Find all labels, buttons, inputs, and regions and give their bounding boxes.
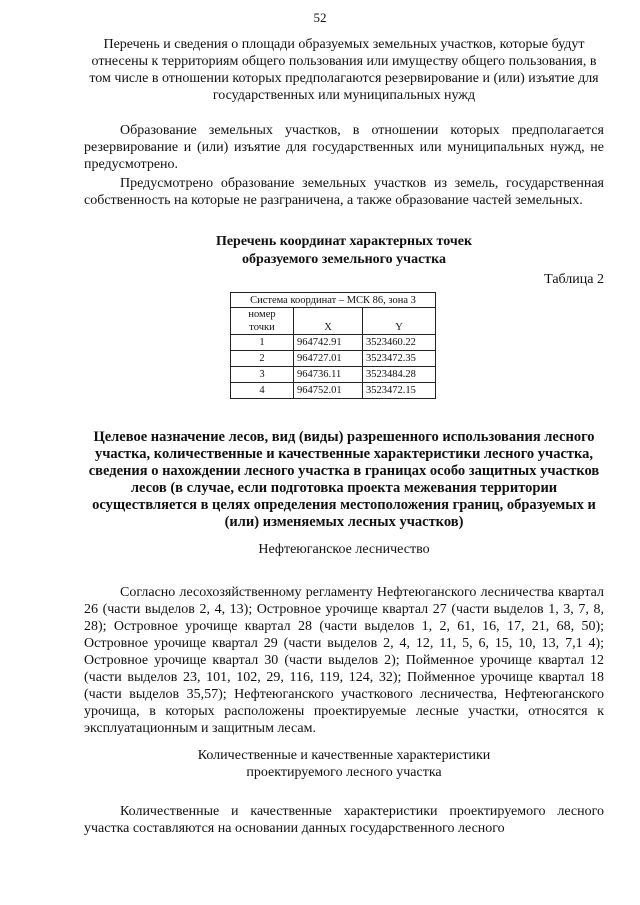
point-y: 3523484.28 xyxy=(363,367,436,383)
point-y: 3523472.15 xyxy=(363,383,436,399)
header-x: X xyxy=(294,308,363,335)
point-number: 2 xyxy=(231,351,294,367)
page-number: 52 xyxy=(313,10,327,25)
coordinate-system: Система координат – МСК 86, зона 3 xyxy=(231,293,436,308)
table-caption: Таблица 2 xyxy=(544,272,604,287)
header-y: Y xyxy=(363,308,436,335)
table-row xyxy=(231,351,436,367)
point-x: 964742.91 xyxy=(294,335,363,351)
header-point-number-line1: номер xyxy=(248,309,276,320)
characteristics-heading-line1: Количественные и качественные характеристики xyxy=(197,748,491,763)
header-point-number xyxy=(231,308,294,335)
forestry-name: Нефтеюганское лесничество xyxy=(258,542,430,557)
paragraph-formation: Предусмотрено образование земельных участков из земель, государственная собственность на которые не разграничена, а также образование частей земельных. xyxy=(84,176,604,208)
point-number: 3 xyxy=(231,367,294,383)
characteristics-heading xyxy=(84,747,604,781)
forest-regulation-paragraph: Согласно лесохозяйственному регламенту Нефтеюганского лесничества квартал 26 (части выделов 2, 4, 13); Островное урочище квартал 27 (части выделов 1, 3, 7, 8, 28); Островное урочище квартал 28 (части выделов 1, 2, 61, 16, 17, 21, 68, 50); Островное урочище квартал 29 (части выделов 2, 4, 12, 11, 5, 6, 15, 10, 13, 7,1 4); Островное урочище квартал 30 (части выделов 2); Пойменное урочище квартал 12 (части выделов 23, 101, 102, 29, 116, 119, 124, 32); Пойменное урочище квартал 18 (части выделов 35,57); Нефтеюганского участкового лесничества, Нефтеюганского урочища, в которых расположены проектируемые лесные участки, относятся к эксплуатационным и защитным лесам. xyxy=(84,585,604,736)
table-row xyxy=(231,383,436,399)
point-x: 964752.01 xyxy=(294,383,363,399)
point-x: 964736.11 xyxy=(294,367,363,383)
coordinates-table xyxy=(230,292,436,399)
table-row xyxy=(231,335,436,351)
point-y: 3523460.22 xyxy=(363,335,436,351)
document-body xyxy=(84,36,604,837)
header-point-number-line2: точки xyxy=(249,322,275,333)
table-row xyxy=(231,367,436,383)
point-x: 964727.01 xyxy=(294,351,363,367)
point-number: 1 xyxy=(231,335,294,351)
coordinates-title xyxy=(84,233,604,269)
point-number: 4 xyxy=(231,383,294,399)
forest-purpose-heading: Целевое назначение лесов, вид (виды) разрешенного использования лесного участка, количественные и качественные характеристики лесного участка, сведения о нахождении лесного участка в границах особо защитных участков лесов (в случае, если подготовка проекта межевания территории осуществляется в целях определения местоположения границ, образуемых и (или) изменяемых лесных участков) xyxy=(88,429,600,530)
section-heading: Перечень и сведения о площади образуемых земельных участков, которые будут отнесены к территориям общего пользования или имуществу общего пользования, в том числе в отношении которых предполагаются резервирование и (или) изъятие для государственных или муниципальных нужд xyxy=(89,37,599,103)
point-y: 3523472.35 xyxy=(363,351,436,367)
paragraph-reservation: Образование земельных участков, в отношении которых предполагается резервирование и (или) изъятие для государственных или муниципальных нужд, не предусмотрено. xyxy=(84,123,604,172)
characteristics-paragraph: Количественные и качественные характеристики проектируемого лесного участка составляются на основании данных государственного лесного xyxy=(84,804,604,836)
coordinates-title-line1: Перечень координат характерных точек xyxy=(215,234,473,249)
characteristics-heading-line2: проектируемого лесного участка xyxy=(246,765,442,780)
coordinates-title-line2: образуемого земельного участка xyxy=(241,252,447,267)
